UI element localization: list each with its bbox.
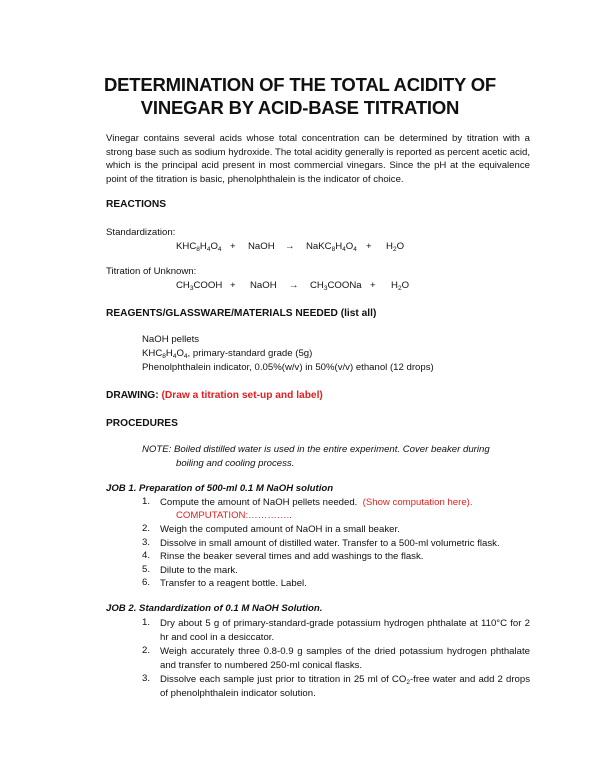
job-1-step: Transfer to a reagent bottle. Label. xyxy=(160,578,307,589)
std-plus-2: + xyxy=(366,241,372,252)
job-1-step-1 xyxy=(160,496,530,510)
std-product-1: $NaKC_8H_4O_4$ xyxy=(306,241,357,253)
procedures-heading: PROCEDURES xyxy=(106,418,178,429)
unk-arrow: → xyxy=(289,280,299,291)
job-1-step-number: 6. xyxy=(142,577,151,588)
job-2-step: Dry about 5 g of primary-standard-grade potassium hydrogen phthalate at 110°C for 2 hr and cool in a desiccator. xyxy=(160,618,530,643)
intro-paragraph: Vinegar contains several acids whose total concentration can be determined by titration with a strong base such as sodium hydroxide. The total acidity generally is reported as percent acetic acid, which is the principal acid present in most commercial vinegars. Since the pH at the equivalence point of the titration is basic, phenolphthalein is the indicator of choice. xyxy=(106,133,530,185)
note-line-1: NOTE: Boiled distilled water is used in the entire experiment. Cover beaker during xyxy=(142,444,490,455)
job-2-step-number: 2. xyxy=(142,645,151,656)
unk-product-1: $CH_3COONa$ xyxy=(310,280,362,292)
unknown-label: Titration of Unknown: xyxy=(106,266,197,277)
unk-reactant-2: NaOH xyxy=(250,280,277,291)
unk-plus-2: + xyxy=(370,280,376,291)
job-1-step: Rinse the beaker several times and add washings to the flask. xyxy=(160,551,424,562)
job-2-title: JOB 2. Standardization of 0.1 M NaOH Solution. xyxy=(106,603,323,614)
title-line-1: DETERMINATION OF THE TOTAL ACIDITY OF xyxy=(103,74,497,95)
std-reactant-1: $KHC_8H_4O_4$ xyxy=(176,241,222,253)
job-1-step: Dilute to the mark. xyxy=(160,565,238,576)
std-reactant-2: NaOH xyxy=(248,241,275,252)
job-2-step-number: 3. xyxy=(142,673,151,684)
reagent-item: Phenolphthalein indicator, 0.05%(w/v) in 50%(v/v) ethanol (12 drops) xyxy=(142,362,434,373)
job-1-step-number: 4. xyxy=(142,550,151,561)
unknown-equation xyxy=(0,280,600,294)
reagent-item: NaOH pellets xyxy=(142,334,200,345)
step-1-text: Compute the amount of NaOH pellets needed. xyxy=(160,497,358,508)
drawing-instruction: (Draw a titration set-up and label) xyxy=(161,390,323,401)
job-2-step-3: Dissolve each sample just prior to titration in 25 ml of $CO_2$-free water and add 2 drops of phenolphthalein indicator solution. xyxy=(160,674,530,699)
job-1-step: Dissolve in small amount of distilled water. Transfer to a 500-ml volumetric flask. xyxy=(160,538,500,549)
std-plus-1: + xyxy=(230,241,236,252)
unk-product-2: $H_2O$ xyxy=(391,280,410,292)
job-2-step: Weigh accurately three 0.8-0.9 g samples of the dried potassium hydrogen phthalate and transfer to numbered 250-ml conical flasks. xyxy=(160,646,530,671)
job-2-step-number: 1. xyxy=(142,617,151,628)
job-1-step-number: 2. xyxy=(142,523,151,534)
reagent-item: $KHC_8H_4O_4$, primary-standard grade (5g) xyxy=(142,348,313,360)
unk-plus-1: + xyxy=(230,280,236,291)
job-1-step-number: 1. xyxy=(142,496,151,507)
job-1-title: JOB 1. Preparation of 500-ml 0.1 M NaOH solution xyxy=(106,483,334,494)
drawing-line xyxy=(106,390,323,401)
job-1-step-number: 3. xyxy=(142,537,151,548)
title-line-2: VINEGAR BY ACID-BASE TITRATION xyxy=(140,97,460,118)
unk-reactant-1: $CH_3COOH$ xyxy=(176,280,223,292)
procedure-note xyxy=(142,443,522,470)
reactions-heading: REACTIONS xyxy=(106,199,166,210)
computation-placeholder: COMPUTATION:………….. xyxy=(176,510,292,521)
job-1-step-number: 5. xyxy=(142,564,151,575)
std-product-2: $H_2O$ xyxy=(386,241,405,253)
drawing-heading: DRAWING: xyxy=(106,390,159,401)
note-line-2: boiling and cooling process. xyxy=(176,457,295,469)
std-arrow: → xyxy=(285,241,295,252)
standardization-label: Standardization: xyxy=(106,227,176,238)
reagents-heading: REAGENTS/GLASSWARE/MATERIALS NEEDED (list all) xyxy=(106,308,377,319)
standardization-equation xyxy=(0,241,600,255)
show-computation-note: (Show computation here). xyxy=(362,497,473,508)
job-1-step: Weigh the computed amount of NaOH in a small beaker. xyxy=(160,524,400,535)
